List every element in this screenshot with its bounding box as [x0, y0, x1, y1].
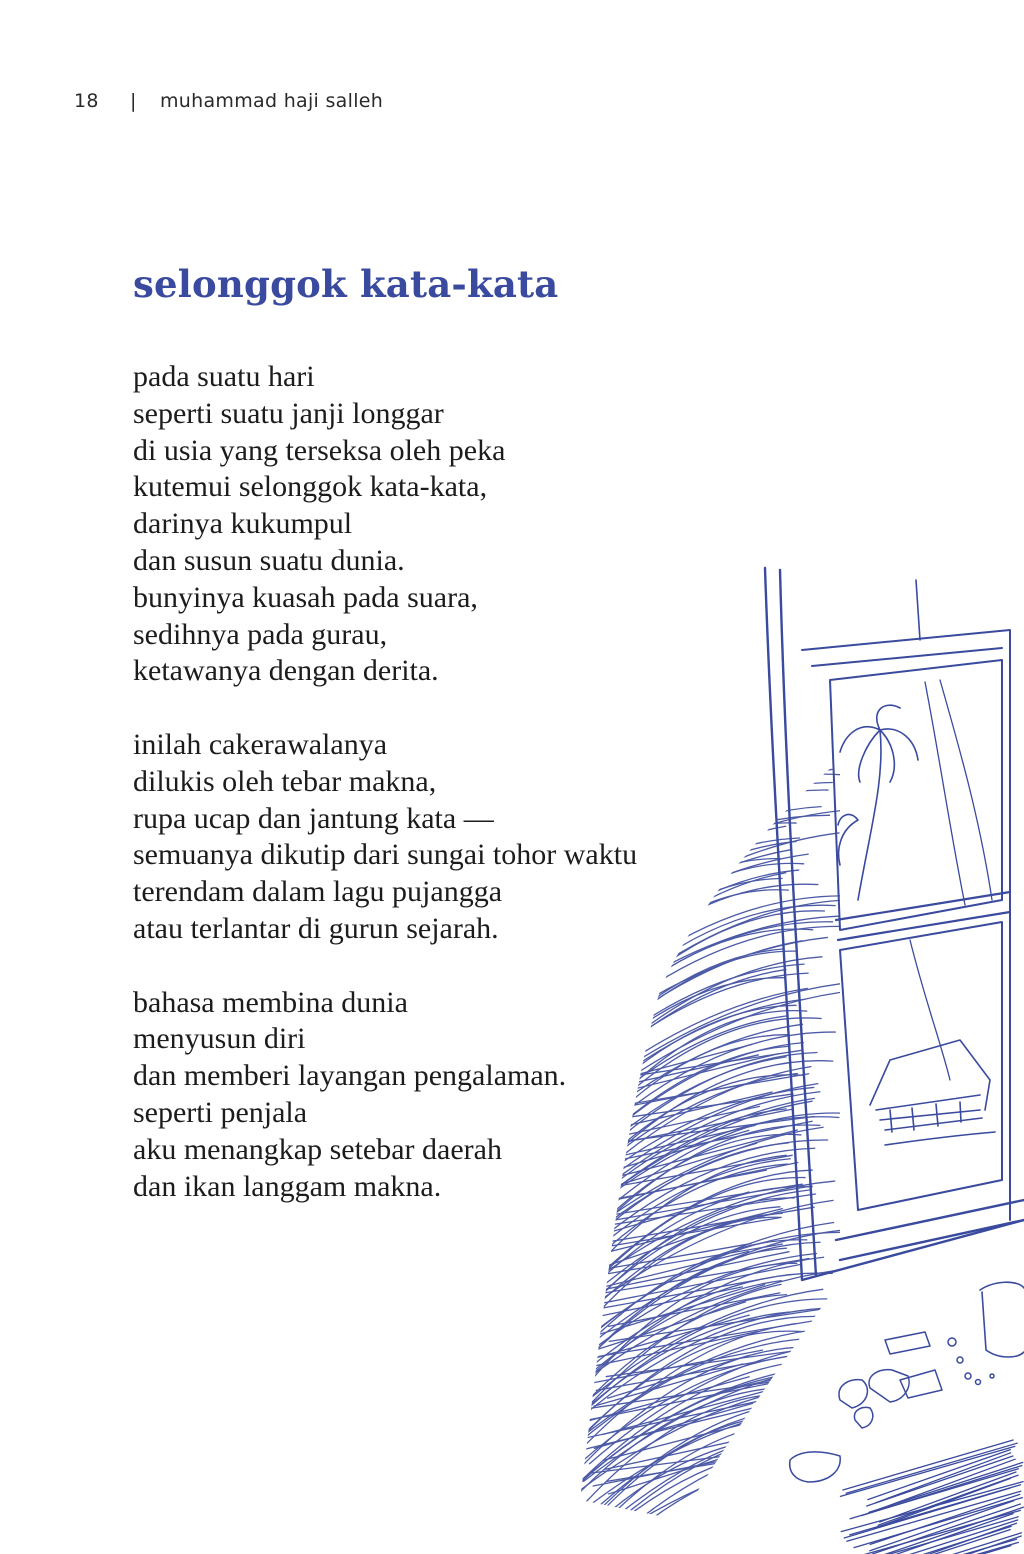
- floor-hatch-stroke: [840, 1446, 1014, 1496]
- hatch-stroke: [571, 1134, 801, 1255]
- hatch-stroke: [576, 1044, 752, 1090]
- hatch-stroke: [564, 1140, 827, 1260]
- hatch-stroke: [607, 1219, 743, 1266]
- poem-line: bahasa membina dunia: [133, 985, 408, 1019]
- hatch-stroke: [581, 1094, 793, 1124]
- hatch-stroke: [589, 795, 781, 915]
- hatch-stroke: [577, 1244, 751, 1274]
- hatch-stroke: [580, 1098, 815, 1218]
- hatch-stroke: [584, 1155, 792, 1192]
- poem-line: aku menangkap setebar daerah: [133, 1132, 502, 1166]
- floor-hatch-stroke: [863, 1533, 1021, 1554]
- poem-line: dilukis oleh tebar makna,: [133, 764, 437, 798]
- window-pane-lower: [840, 922, 1002, 1210]
- hatch-stroke: [586, 1209, 782, 1258]
- window-rail: [836, 892, 1010, 940]
- hatch-stroke: [561, 826, 786, 946]
- hatch-stroke: [573, 801, 786, 922]
- poem-line: pada suatu hari: [133, 360, 315, 393]
- hatch-stroke: [572, 693, 800, 813]
- hatch-stroke: [572, 745, 833, 865]
- poem-line: seperti penjala: [133, 1095, 308, 1129]
- page-number: 18: [74, 90, 99, 112]
- hatch-stroke: [571, 733, 786, 853]
- hatch-stroke: [575, 896, 843, 1016]
- cup-sketch: [980, 1282, 1024, 1357]
- poem-line: terendam dalam lagu pujangga: [133, 875, 503, 909]
- poem-line: darinya kukumpul: [133, 507, 353, 541]
- header-separator: |: [130, 90, 137, 112]
- poem-line: menyusun diri: [133, 1022, 306, 1056]
- hatch-stroke: [570, 729, 791, 849]
- hatch-stroke: [584, 811, 843, 931]
- hatch-stroke: [591, 1192, 748, 1238]
- window-pane-upper: [830, 660, 1002, 930]
- curtain: [910, 680, 992, 1080]
- poem-line: seperti suatu janji longgar: [133, 396, 444, 430]
- poem-line: dan susun suatu dunia.: [133, 543, 405, 577]
- poem-line: bunyinya kuasah pada suara,: [133, 580, 478, 614]
- hatch-stroke: [583, 774, 840, 895]
- window-sketch-illustration: [540, 520, 1024, 1554]
- hatch-stroke: [575, 1005, 796, 1125]
- poem-line: atau terlantar di gurun sejarah.: [133, 911, 499, 945]
- hatch-stroke: [586, 823, 796, 943]
- hatch-stroke: [577, 682, 788, 802]
- poem-line: rupa ucap dan jantung kata —: [133, 801, 494, 835]
- poem-line: kutemui selonggok kata-kata,: [133, 470, 488, 504]
- hatch-stroke: [572, 922, 833, 1042]
- author-name: muhammad haji salleh: [160, 90, 384, 112]
- poem-line: ketawanya dengan derita.: [133, 654, 439, 688]
- hatch-stroke: [592, 1350, 763, 1383]
- poem-line: di usia yang terseksa oleh peka: [133, 433, 506, 467]
- poem-title: selonggok kata-kata: [133, 262, 559, 306]
- house-sketch: [870, 1040, 995, 1145]
- palm-tree: [838, 705, 918, 900]
- hatch-stroke: [573, 712, 847, 832]
- hatch-stroke: [589, 900, 842, 1020]
- poem-line: dan ikan langgam makna.: [133, 1169, 442, 1203]
- hatch-stroke: [571, 1024, 803, 1144]
- hatch-stroke: [575, 687, 785, 807]
- poem-line: sedihnya pada gurau,: [133, 617, 388, 651]
- poem-line: dan memberi layangan pengalaman.: [133, 1059, 567, 1093]
- hatch-stroke: [577, 970, 786, 1090]
- hatch-stroke: [585, 833, 839, 953]
- poem-line: semuanya dikutip dari sungai tohor waktu: [133, 838, 638, 872]
- hatch-stroke: [562, 698, 815, 818]
- hatch-stroke: [560, 1438, 787, 1554]
- running-head: [74, 90, 383, 112]
- hatch-stroke: [565, 703, 819, 823]
- poem-line: inilah cakerawalanya: [133, 727, 388, 761]
- hatch-stroke: [606, 1346, 827, 1376]
- floor-shading: [840, 1440, 1023, 1554]
